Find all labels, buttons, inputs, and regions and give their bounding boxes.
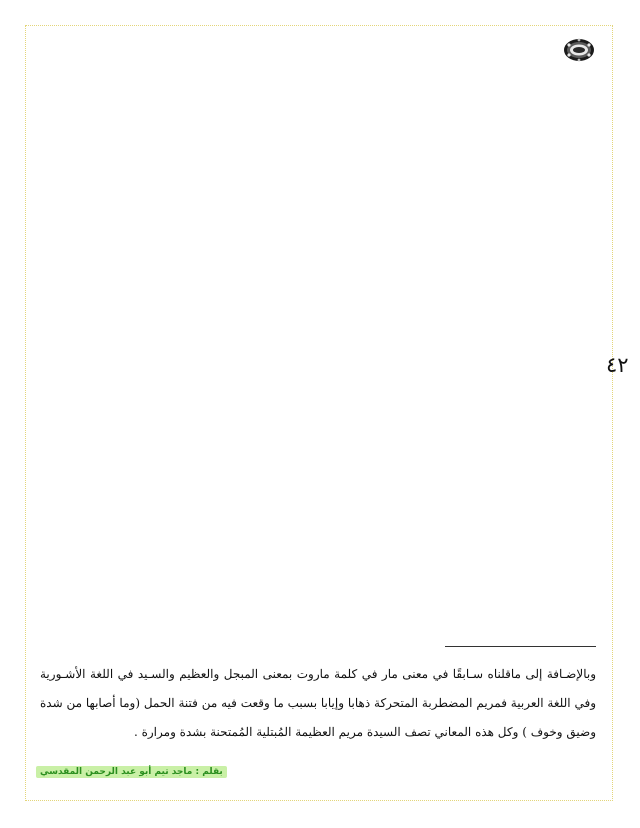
- footnote-separator: [445, 646, 596, 647]
- ornamental-emblem-icon: [563, 37, 595, 63]
- page-number: ٤٢: [606, 353, 629, 377]
- author-signature: بقلم : ماجد تيم أبو عبد الرحمن المقدسي: [36, 766, 227, 778]
- footnote-text: وبالإضـافة إلى ماقلناه سـابقًا في معنى مار في كلمة ماروت بمعنى المبجل والعظيم والسـيد في اللغة الأشـورية وفي اللغة العربية فمريم المضطربة المتحركة ذهابا وإيابا بسبب ما وقعت فيه من فتنة الحمل (وما أصابها من شدة وضيق وخوف ) وكل هذه المعاني تصف السيدة مريم العظيمة المُبتلية المُمتحنة بشدة ومرارة .: [40, 667, 596, 739]
